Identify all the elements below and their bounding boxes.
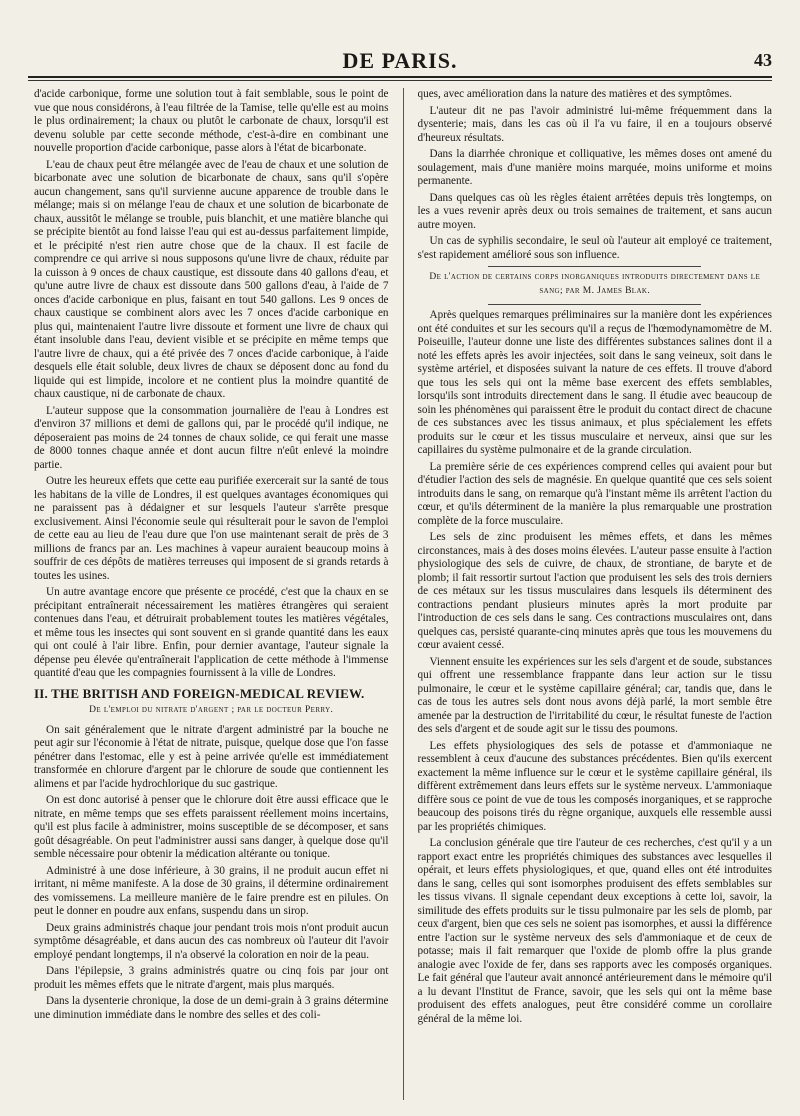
article-heading: De l'action de certains corps inorganiques introduits directement dans le sang; par M. James Blak. bbox=[429, 272, 761, 296]
running-head: DE PARIS. bbox=[342, 48, 458, 73]
paragraph: La conclusion générale que tire l'auteur de ces recherches, c'est qu'il y a un rapport exact entre les propriétés chimiques des substances avec lesquelles il opérait, et leurs effets physiologiques, et que, quand elles ont été introduites dans le sang, celles qui sont isomorphes produisent des effets semblables sur les tissus vivans. Il signale cependant deux exceptions à cette loi, savoir, la similitude des effets produits sur le tissu pulmonaire par les sels de plomb, par ceux d'argent, bien que ces sels ne soient pas isomorphes, et aussi la différence entre l'action sur le système nerveux des sels d'ammoniaque et de ceux de potasse; mais il fait remarquer que l'oxide de plomb offre la plus grande analogie avec l'oxide de fer, dans ses rapports avec les composés organiques. Le fait général que l'auteur avait annoncé antérieurement dans le mémoire qu'il a lu devant l'Institut de France, savoir, que les sels qui ont la même base produisent des effets analogues, peut être considéré comme un corollaire général de la même loi. bbox=[417, 837, 772, 1025]
divider bbox=[488, 304, 701, 305]
paragraph: Viennent ensuite les expériences sur les sels d'argent et de soude, substances qui offrent une ressemblance frappante dans leur action sur le tissu pulmonaire, le cœur et le système capillaire général; car, tandis que, dans le cas de tous les autres sels dont nous avons déjà parlé, la mort semble être amenée par la destruction de l'irritabilité du cœur, le résultat funeste de l'action des sels d'argent et de soude agit sur le tissu des poumons. bbox=[417, 655, 772, 735]
paragraph: Un cas de syphilis secondaire, le seul où l'auteur ait employé ce traitement, s'est rapidement amélioré sous son influence. bbox=[417, 235, 772, 261]
paragraph: Un autre avantage encore que présente ce procédé, c'est que la chaux en se précipitant entraînerait nécessairement les matières étrangères qui seraient contenues dans l'eau, et détruirait probablement toutes les matières végétales, et même tous les insectes qui sont souvent en si grande quantité dans les eaux qui ont coulé à l'air libre. Enfin, pour dernier avantage, l'auteur signale la dépense peu élevée qu'entraînerait l'application de cette méthode à l'immense quantité d'eau que les compagnies fournissent à la ville de Londres. bbox=[34, 586, 389, 679]
paragraph: Dans la dysenterie chronique, la dose de un demi-grain à 3 grains détermine une diminution immédiate dans le nombre des selles et des coli- bbox=[34, 995, 389, 1021]
paragraph: L'eau de chaux peut être mélangée avec de l'eau de chaux et une solution de bicarbonate avec une solution de bicarbonate de chaux, sans qu'il s'opère aucun changement, sans qu'il survienne aucune apparence de trouble dans le mélange; mais si on mélange l'eau de chaux et une solution de bicarbonate de chaux, aussitôt le mélange se trouble, puis blanchit, et une matière blanche qui se précipite bientôt au fond laisse l'eau qui est au-dessus parfaitement limpide, et le précipité n'est rien autre chose que de la chaux. Il est facile de comprendre ce qui arrive si nous supposons qu'une livre de chaux, réduite par la cuisson à 9 onces de chaux caustique, est dissoute dans 40 gallons d'eau, et qu'une autre livre de chaux est dissoute dans 500 gallons d'eau, à l'aide de 7 onces d'acide carbonique en plus, faisant en tout 540 gallons. Les 9 onces de chaux caustique se combinent alors avec les 7 onces d'acide carbonique en plus qui, maintenaient l'autre livre dissoute et forment une livre de chaux qui étant insoluble dans l'eau, devient visible et se précipite en même temps que l'autre livre de chaux, qui a été privée des 7 onces d'acide carbonique, à l'aide desquels elle était soluble, deux livres de chaux se déposent donc au fond du liquide qui est limpide, incolore et ne contient plus la moindre quantité de chaux caustique, ni de carbonate de chaux. bbox=[34, 158, 389, 400]
header-rule bbox=[28, 76, 772, 78]
divider bbox=[488, 266, 701, 267]
paragraph: Les sels de zinc produisent les mêmes effets, et dans les mêmes circonstances, mais à des doses moins élevées. L'auteur passe ensuite à l'action physiologique des sels de cuivre, de chaux, de strontiane, de baryte et de plomb; il fait ressortir surtout l'action que produisent les sels des trois derniers de ces métaux sur les tissus musculaires dans lesquels ils déterminent des contractions pendant plusieurs minutes après la mort produite par l'introduction de ces sels dans le sang. Ces contractions musculaires ont, dans quelques cas, persisté quarante-cinq minutes après que tous les mouvemens du cœur avaient cessé. bbox=[417, 531, 772, 651]
paragraph: La première série de ces expériences comprend celles qui avaient pour but d'étudier l'action des sels de magnésie. En quelque quantité que ces sels soient introduits dans le sang, on remarque qu'à l'instant même ils arrêtent l'action du cœur, et qu'ils déterminent de la manière la plus remarquable une prostration complète de la force musculaire. bbox=[417, 460, 772, 527]
paragraph: Administré à une dose inférieure, à 30 grains, il ne produit aucun effet ni irritant, ni même manifeste. A la dose de 30 grains, il détermine ordinairement des vomissemens. La meilleure manière de le faire prendre est en pilules. On peut le donner en poudre aux enfans, suspendu dans un sirop. bbox=[34, 864, 389, 917]
two-column-body bbox=[34, 88, 772, 1100]
paragraph: L'auteur suppose que la consommation journalière de l'eau à Londres est d'environ 37 millions et demi de gallons qui, par le procédé qu'il indique, ne déposeraient pas moins de 24 tonnes de chaux solide, ce qui ferait une masse de 8000 tonnes chaque année et dont aucun filtre n'eût enlevé la moindre partie. bbox=[34, 404, 389, 471]
section-heading: II. THE BRITISH AND FOREIGN-MEDICAL REVIEW. bbox=[34, 685, 365, 701]
paragraph: On sait généralement que le nitrate d'argent administré par la bouche ne peut agir sur l'économie à l'état de nitrate, puisque, quelque dose que l'on fasse pénétrer dans l'estomac, elle y est à peine arrivée qu'elle est immédiatement transformée en chlorure d'argent par le chlorure de soude que contiennent les alimens et par l'acide hydrochlorique du suc gastrique. bbox=[34, 723, 389, 790]
page-number: 43 bbox=[754, 50, 772, 70]
paragraph: Outre les heureux effets que cette eau purifiée exercerait sur la santé de tous les habitans de la ville de Londres, il est quelques avantages économiques qui ne paraissent pas à dédaigner et sur lesquels l'auteur s'arrête presque exclusivement. Ainsi l'économie seule qui résulterait pour le savon de l'emploi de cette eau au lieu de l'eau dure que l'on use maintenant serait de près de 3 millions de francs par an. Les machines à vapeur auraient beaucoup moins à souffrir de ces dépôts de matières terreuses qui imposent de si grands retards à toutes les usines. bbox=[34, 475, 389, 582]
header-rule-thin bbox=[28, 80, 772, 81]
paragraph: Dans la diarrhée chronique et colliquative, les mêmes doses ont amené du soulagement, mais d'une manière moins marquée, moins uniforme et moins permanente. bbox=[417, 148, 772, 187]
paragraph: Après quelques remarques préliminaires sur la manière dont les expériences ont été conduites et sur les secours qu'il a reçus de l'hœmodynamomètre de M. Poiseuille, l'auteur donne une liste des différentes substances salines dont il a noté les effets après les avoir injectées, soit dans le sang veineux, soit dans le système artériel, et disposées suivant la nature de ces effets. Il trouve d'abord que tous les sels qui ont la même base exercent des effets semblables, lorsqu'ils sont introduits directement dans le sang. Il étudie avec beaucoup de soin les phénomènes qui paraissent être le produit du contact direct de chacune de ces substances avec les tissus animaux, et plus spécialement les effets produits sur le cœur et les tissus musculaire et nerveux, ainsi que sur les capillaires du système pulmonaire et de la grande circulation. bbox=[417, 309, 772, 456]
paragraph: On est donc autorisé à penser que le chlorure doit être aussi efficace que le nitrate, en même temps que ses effets paraissent réellement moins incertains, qu'il est plus facile à administrer, moins susceptible de se décomposer, et sans goût désagréable. On peut l'administrer aussi sans danger, à quelque dose qu'il semble nécessaire pour obtenir la médication altérante ou tonique. bbox=[34, 794, 389, 860]
paragraph: ques, avec amélioration dans la nature des matières et des symptômes. bbox=[417, 88, 732, 100]
paragraph: L'auteur dit ne pas l'avoir administré lui-même fréquemment dans la dysenterie; mais, dans les cas où il l'a vu faire, il en a toujours observé d'heureux résultats. bbox=[417, 104, 772, 144]
page-header bbox=[28, 44, 772, 84]
paragraph: Deux grains administrés chaque jour pendant trois mois n'ont produit aucun symptôme désagréable, et dans aucun des cas nombreux où l'auteur dit l'avoir employé pendant longtemps, il n'a observé la coloration en noir de la peau. bbox=[34, 921, 389, 961]
paragraph: Dans quelques cas où les règles étaient arrêtées depuis très longtemps, on les a vues revenir après deux ou trois semaines de traitement, et sans aucun autre moyen. bbox=[417, 191, 772, 231]
column-divider bbox=[403, 88, 404, 1100]
paragraph: Les effets physiologiques des sels de potasse et d'ammoniaque ne ressemblent à ceux d'aucune des substances précédentes. Bien qu'ils exercent exactement la même influence sur le cœur et le système capillaire général, ils diffèrent extrêmement dans leurs effets sur le système nerveux. L'ammoniaque diffère sous ce point de vue de tous les composés inorganiques, et se rapproche beaucoup des poisons tirés du règne organique, auxquels elle ressemble aussi par les propriétés chimiques. bbox=[417, 739, 772, 833]
article-heading: De l'emploi du nitrate d'argent ; par le docteur Perry. bbox=[89, 705, 334, 715]
paragraph: d'acide carbonique, forme une solution tout à fait semblable, sous le point de vue que nous considérons, à l'eau filtrée de la Tamise, telle qu'elle est au moins le plus ordinairement; la chaux ou plutôt le carbonate de chaux, lorsqu'il est devenu soluble par cette seconde méthode, c'est-à-dire en combinant une nouvelle proportion d'acide carbonique, passe alors à l'état de bicarbonate. bbox=[34, 88, 389, 154]
paragraph: Dans l'épilepsie, 3 grains administrés quatre ou cinq fois par jour ont produit les mêmes effets que le nitrate d'argent, mais plus marqués. bbox=[34, 965, 389, 991]
left-column bbox=[34, 88, 389, 1100]
right-column bbox=[418, 88, 773, 1100]
